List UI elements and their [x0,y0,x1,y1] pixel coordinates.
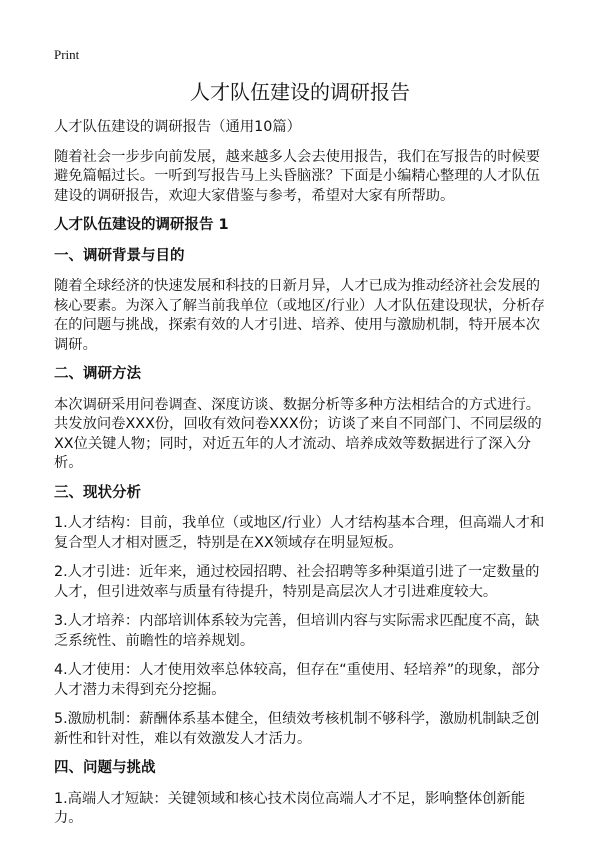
paragraph: 本次调研采用问卷调查、深度访谈、数据分析等多种方法相结合的方式进行。共发放问卷XXX份，回收有效问卷XXX份；访谈了来自不同部门、不同层级的XX位关键人物；同时，对近五年的人才流动、培养成效等数据进行了深入分析。 [54,396,542,471]
list-item: 1.高端人才短缺：关键领域和核心技术岗位高端人才不足，影响整体创新能力。 [54,790,526,826]
list-item: 5.激励机制：薪酬体系基本健全，但绩效考核机制不够科学，激励机制缺乏创新性和针对性，难以有效激发人才活力。 [54,711,540,747]
list-item: 2.人才引进：近年来，通过校园招聘、社会招聘等多种渠道引进了一定数量的人才，但引进效率与质量有待提升，特别是高层次人才引进难度较大。 [54,564,540,600]
report-heading: 人才队伍建设的调研报告 1 [54,217,229,233]
section-heading: 四、问题与挑战 [54,760,156,776]
list-item: 1.人才结构：目前，我单位（或地区/行业）人才结构基本合理，但高端人才和复合型人才相对匮乏，特别是在XX领域存在明显短板。 [54,515,545,551]
section-heading: 二、调研方法 [54,366,141,382]
list-item: 4.人才使用：人才使用效率总体较高，但存在“重使用、轻培养”的现象，部分人才潜力未得到充分挖掘。 [54,662,540,698]
section-heading: 一、调研背景与目的 [54,247,185,264]
print-link[interactable]: Print [54,47,80,62]
page-title: 人才队伍建设的调研报告 [190,80,410,104]
intro-paragraph: 随着社会一步步向前发展，越来越多人会去使用报告，我们在写报告的时候要避免篇幅过长。一听到写报告马上头昏脑涨？下面是小编精心整理的人才队伍建设的调研报告，欢迎大家借鉴与参考，希望对大家有所帮助。 [54,148,541,204]
paragraph: 随着全球经济的快速发展和科技的日新月异，人才已成为推动经济社会发展的核心要素。为深入了解当前我单位（或地区/行业）人才队伍建设现状，分析存在的问题与挑战，探索有效的人才引进、培养、使用与激励机制，特开展本次调研。 [54,278,545,353]
list-item: 3.人才培养：内部培训体系较为完善，但培训内容与实际需求匹配度不高，缺乏系统性、前瞻性的培养规划。 [54,613,540,649]
section-heading: 三、现状分析 [54,484,141,501]
subtitle: 人才队伍建设的调研报告（通用10篇） [54,119,301,135]
